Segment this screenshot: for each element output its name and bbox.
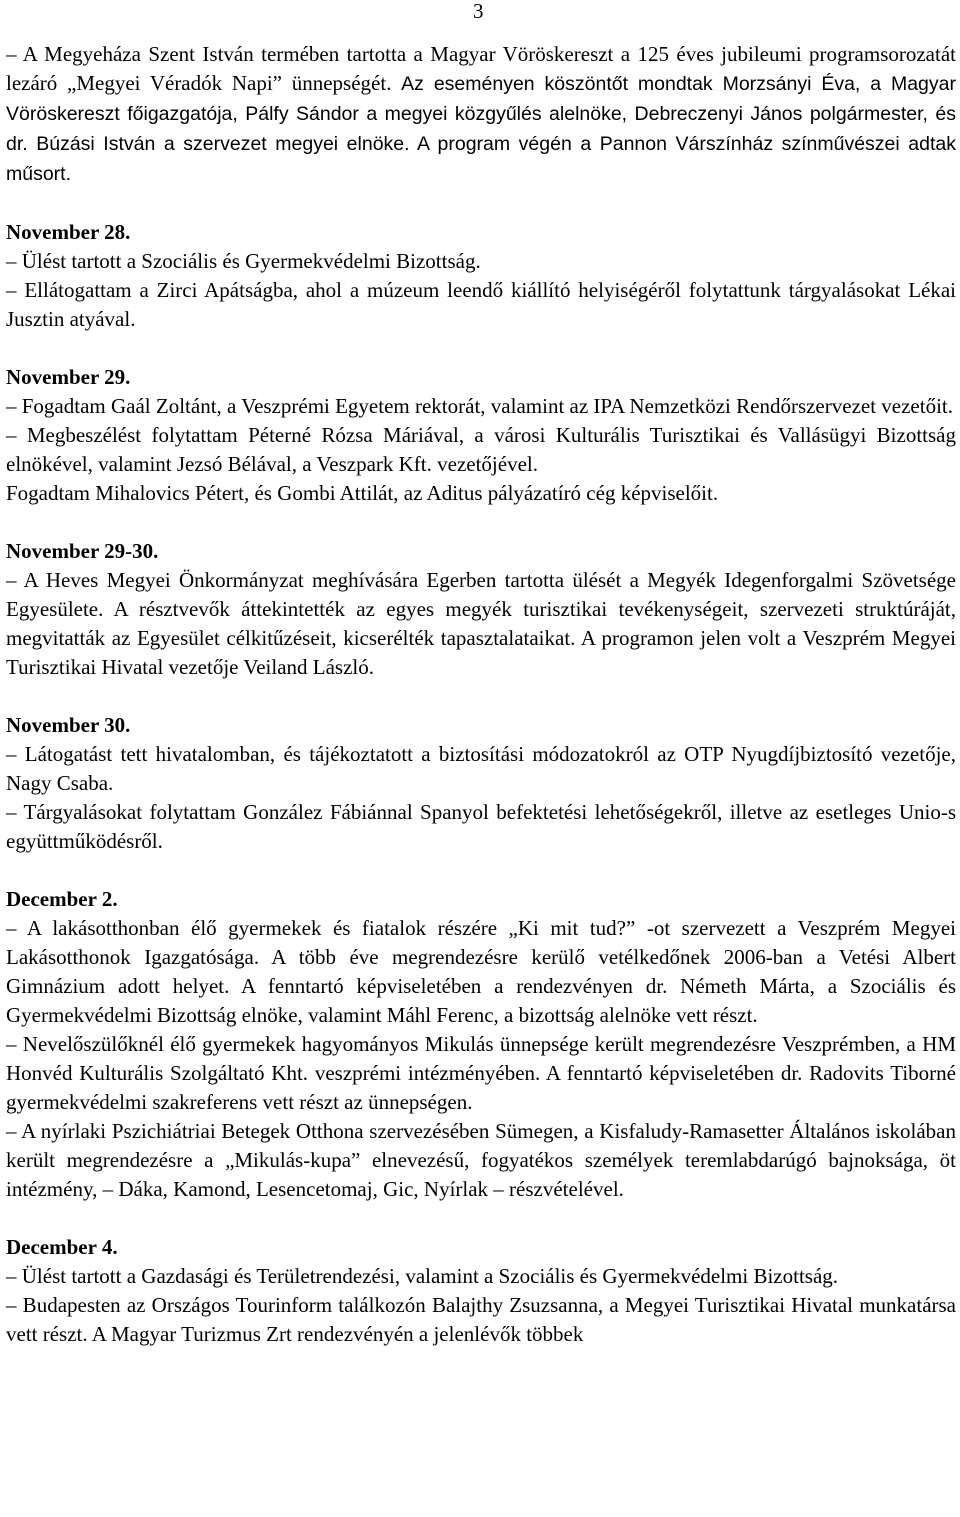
entry-paragraph: – Ellátogattam a Zirci Apátságba, ahol a múzeum leendő kiállító helyiségéről folytattunk tárgyalásokat Lékai Jusztin atyával. — [6, 278, 956, 331]
section-december-4 — [6, 1233, 956, 1349]
section-november-30 — [6, 711, 956, 856]
entry-paragraph: – A Heves Megyei Önkormányzat meghívására Egerben tartotta ülését a Megyék Idegenforgalmi Szövetsége Egyesülete. A résztvevők áttekintették az egyes megyék turisztikai tevékenységeit, szervezeti struktúráját, megvitatták az Egyesület célkitűzéseit, kicserélték tapasztalataikat. A programon jelen volt a Veszprém Megyei Turisztikai Hivatal vezetője Veiland László. — [6, 568, 956, 679]
date-heading: December 4. — [6, 1235, 118, 1259]
entry-paragraph: Fogadtam Mihalovics Pétert, és Gombi Attilát, az Aditus pályázatíró cég képviselőit. — [6, 481, 719, 505]
section-december-2 — [6, 885, 956, 1204]
section-november-29-30 — [6, 537, 956, 682]
document-body — [6, 40, 956, 1349]
opening-paragraph — [6, 40, 956, 189]
date-heading: November 29-30. — [6, 539, 159, 563]
entry-paragraph: – A nyírlaki Pszichiátriai Betegek Otthona szervezésében Sümegen, a Kisfaludy-Ramasetter Általános iskolában került megrendezésre a „Mikulás-kupa” elnevezésű, fogyatékos személyek teremlabdarúgó bajnoksága, öt intézmény, – Dáka, Kamond, Lesencetomaj, Gic, Nyírlak – részvételével. — [6, 1119, 956, 1201]
date-heading: December 2. — [6, 887, 118, 911]
entry-paragraph: – Budapesten az Országos Tourinform találkozón Balajthy Zsuzsanna, a Megyei Turisztikai Hivatal munkatársa vett részt. A Magyar Turizmus Zrt rendezvényén a jelenlévők többek — [6, 1293, 956, 1346]
date-heading: November 30. — [6, 713, 131, 737]
entry-paragraph: – A lakásotthonban élő gyermekek és fiatalok részére „Ki mit tud?” -ot szervezett a Veszprém Megyei Lakásotthonok Igazgatósága. A több éve megrendezésre kerülő vetélkedőnek 2006-ban a Vetési Albert Gimnázium adott helyet. A fenntartó képviseletében a rendezvényen dr. Németh Márta, a Szociális és Gyermekvédelmi Bizottság elnöke, valamint Máhl Ferenc, a bizottság alelnöke vett részt. — [6, 916, 956, 1027]
opening-text-sans: Az eseményen köszöntőt mondtak Morzsányi Éva, a Magyar Vöröskereszt főigazgatója, Pálfy Sándor a megyei közgyűlés alelnöke, Debreczenyi János polgármester, és dr. Búzási István a szervezet megyei elnöke. A program végén a Pannon Várszínház színművészei adtak műsort. — [6, 73, 956, 185]
entry-paragraph: – Ülést tartott a Szociális és Gyermekvédelmi Bizottság. — [6, 249, 481, 273]
entry-paragraph: – Megbeszélést folytattam Péterné Rózsa Máriával, a városi Kulturális Turisztikai és Vallásügyi Bizottság elnökével, valamint Jezsó Bélával, a Veszpark Kft. vezetőjével. — [6, 423, 956, 476]
entry-paragraph: – Tárgyalásokat folytattam González Fábiánnal Spanyol befektetési lehetőségekről, illetve az esetleges Unio-s együttműködésről. — [6, 800, 956, 853]
opening-text-serif: – A Megyeháza Szent István termében tartotta a Magyar Vöröskereszt a 125 éves jubileumi programsorozatát lezáró „Megyei Véradók Napi” ünnepségét. — [6, 42, 956, 95]
page-number: 3 — [473, 0, 484, 23]
date-heading: November 28. — [6, 220, 131, 244]
date-heading: November 29. — [6, 365, 131, 389]
entry-paragraph: – Nevelőszülőknél élő gyermekek hagyományos Mikulás ünnepsége került megrendezésre Veszprémben, a HM Honvéd Kulturális Szolgáltató Kht. veszprémi intézményében. A fenntartó képviseletében dr. Radovits Tiborné gyermekvédelmi szakreferens vett részt az ünnepségen. — [6, 1032, 956, 1114]
entry-paragraph: – Látogatást tett hivatalomban, és tájékoztatott a biztosítási módozatokról az OTP Nyugdíjbiztosító vezetője, Nagy Csaba. — [6, 742, 956, 795]
section-november-28 — [6, 218, 956, 334]
entry-paragraph: – Fogadtam Gaál Zoltánt, a Veszprémi Egyetem rektorát, valamint az IPA Nemzetközi Rendőrszervezet vezetőit. — [6, 394, 954, 418]
section-november-29 — [6, 363, 956, 508]
entry-paragraph: – Ülést tartott a Gazdasági és Területrendezési, valamint a Szociális és Gyermekvédelmi Bizottság. — [6, 1264, 839, 1288]
